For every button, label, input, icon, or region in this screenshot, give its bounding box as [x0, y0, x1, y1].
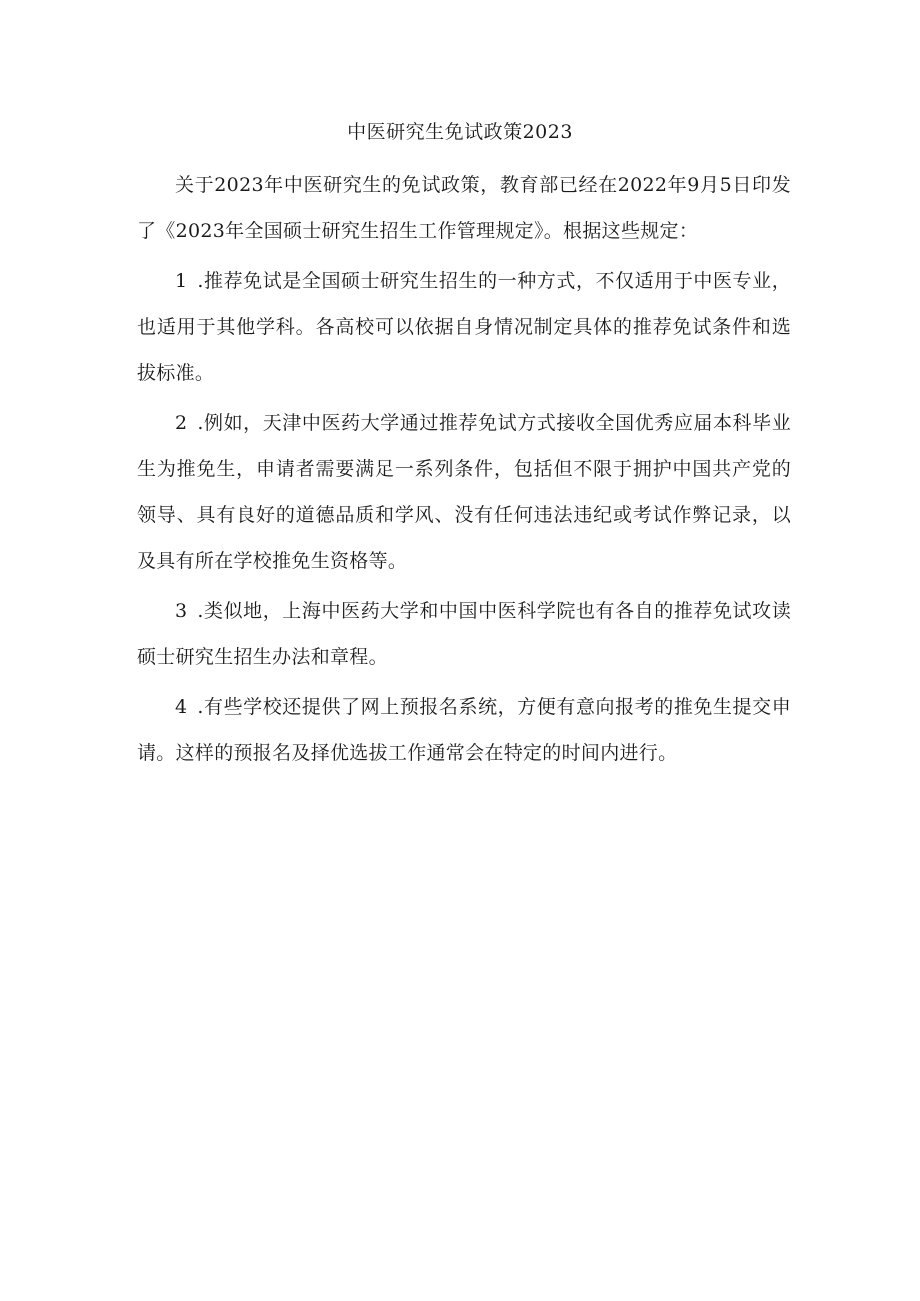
paragraph-text: .类似地，上海中医药大学和中国中医科学院也有各自的推荐免试攻读硕士研究生招生办法和章程。 [137, 600, 791, 668]
paragraph-text: .有些学校还提供了网上预报名系统，方便有意向报考的推免生提交申请。这样的预报名及择优选拔工作通常会在特定的时间内进行。 [137, 696, 791, 764]
paragraph-number: 4 [175, 696, 188, 718]
paragraph-text: .推荐免试是全国硕士研究生招生的一种方式，不仅适用于中医专业，也适用于其他学科。各高校可以依据自身情况制定具体的推荐免试条件和选拔标准。 [137, 270, 791, 384]
paragraph-number: 3 [175, 600, 188, 622]
paragraph-text: 关于2023年中医研究生的免试政策，教育部已经在2022年9月5日印发了《2023年全国硕士研究生招生工作管理规定》。根据这些规定： [137, 174, 791, 242]
numbered-paragraph-4 [137, 684, 791, 776]
paragraph-number: 1 [175, 270, 188, 292]
document-body [137, 162, 791, 776]
intro-paragraph [137, 162, 791, 254]
numbered-paragraph-3 [137, 588, 791, 680]
numbered-paragraph-2 [137, 400, 791, 584]
numbered-paragraph-1 [137, 258, 791, 396]
paragraph-number: 2 [175, 412, 188, 434]
document-title: 中医研究生免试政策2023 [347, 121, 573, 143]
paragraph-text: .例如，天津中医药大学通过推荐免试方式接收全国优秀应届本科毕业生为推免生，申请者需要满足一系列条件，包括但不限于拥护中国共产党的领导、具有良好的道德品质和学风、没有任何违法违纪或考试作弊记录，以及具有所在学校推免生资格等。 [137, 412, 791, 572]
